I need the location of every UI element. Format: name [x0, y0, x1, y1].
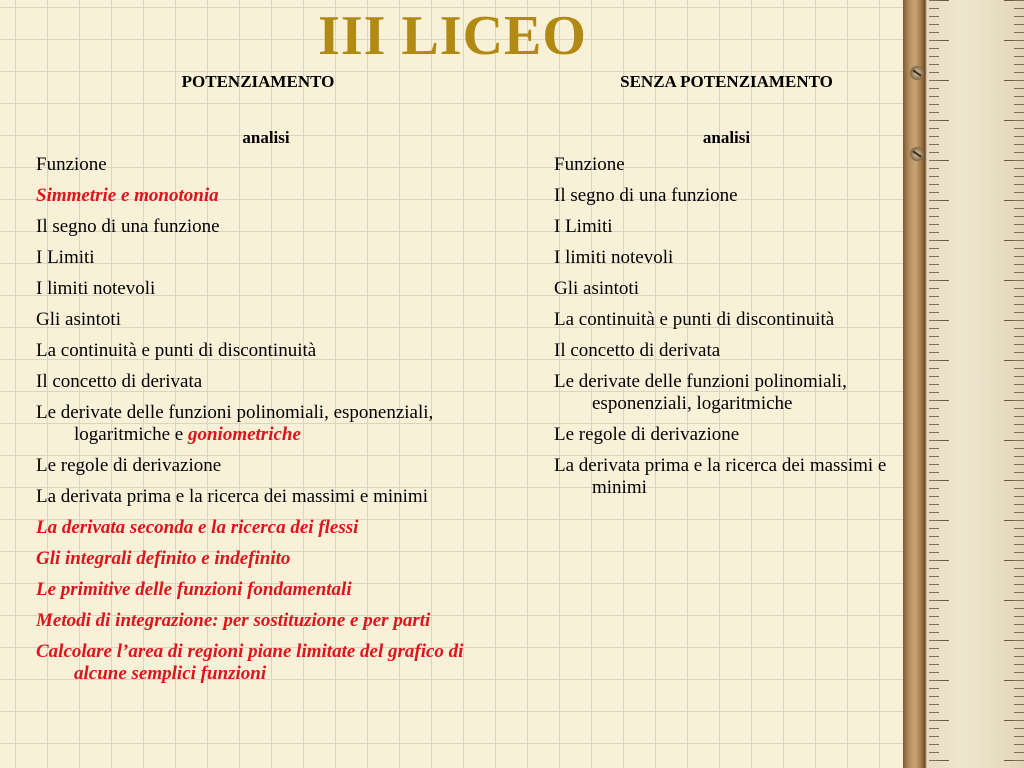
column-heading: POTENZIAMENTO	[181, 72, 335, 91]
list-item	[36, 185, 496, 207]
list-item	[36, 486, 496, 508]
list-item	[554, 185, 899, 207]
list-item-text: Il segno di una funzione	[554, 185, 738, 206]
topic-list	[36, 154, 496, 685]
list-item-text: Il concetto di derivata	[554, 340, 721, 361]
list-item-text: Calcolare l’area di regioni piane limitate del grafico di alcune semplici funzioni	[36, 641, 464, 684]
list-item	[554, 247, 899, 269]
list-item	[36, 154, 496, 176]
list-item-text: La derivata prima e la ricerca dei massimi e minimi	[36, 486, 428, 507]
list-item	[554, 278, 899, 300]
list-item-text: Le primitive delle funzioni fondamentali	[36, 579, 352, 600]
list-item-text: I limiti notevoli	[554, 247, 674, 268]
list-item-text: La continuità e punti di discontinuità	[554, 309, 835, 330]
list-item	[554, 340, 899, 362]
list-item	[36, 455, 496, 477]
list-item-text: Gli asintoti	[554, 278, 639, 299]
topic-list	[554, 154, 899, 499]
list-item	[554, 455, 899, 499]
list-item-text: Le regole di derivazione	[36, 455, 222, 476]
list-item-text: La derivata prima e la ricerca dei massimi e minimi	[554, 455, 887, 498]
column-heading: SENZA POTENZIAMENTO	[620, 72, 833, 91]
list-item-text: La continuità e punti di discontinuità	[36, 340, 317, 361]
list-item-text: Le derivate delle funzioni polinomiali, esponenziali, logaritmiche e	[36, 402, 434, 445]
list-item	[36, 579, 496, 601]
list-item-text: Metodi di integrazione: per sostituzione e per parti	[36, 610, 431, 631]
column-subheading: analisi	[242, 128, 290, 147]
list-item	[36, 278, 496, 300]
list-item-text: I Limiti	[36, 247, 95, 268]
list-item-text: I Limiti	[554, 216, 613, 237]
column-senza-potenziamento	[554, 72, 899, 508]
list-item	[554, 216, 899, 238]
list-item	[554, 371, 899, 415]
list-item	[36, 610, 496, 632]
list-item	[36, 548, 496, 570]
list-item-text: Gli integrali definito e indefinito	[36, 548, 291, 569]
slide-title: III LICEO	[318, 5, 587, 67]
list-item	[36, 402, 496, 446]
list-item-text: Gli asintoti	[36, 309, 121, 330]
rivet-icon	[910, 147, 924, 161]
list-item	[554, 424, 899, 446]
list-item	[36, 371, 496, 393]
list-item-text: Il segno di una funzione	[36, 216, 220, 237]
list-item	[36, 247, 496, 269]
list-item	[36, 309, 496, 331]
list-item-text: Il concetto di derivata	[36, 371, 203, 392]
column-subheading: analisi	[702, 128, 751, 147]
list-item-text: Le regole di derivazione	[554, 424, 740, 445]
rivet-icon	[910, 66, 924, 80]
list-item-text: Simmetrie e monotonia	[36, 185, 219, 206]
list-item	[36, 641, 496, 685]
ruler-scale-right	[1002, 0, 1024, 768]
list-item	[554, 309, 899, 331]
list-item-text: Le derivate delle funzioni polinomiali, esponenziali, logaritmiche	[554, 371, 847, 414]
list-item-text: La derivata seconda e la ricerca dei flessi	[36, 517, 359, 538]
ruler-decoration	[903, 0, 1024, 768]
list-item-text: Funzione	[36, 154, 107, 175]
list-item-text: Funzione	[554, 154, 625, 175]
list-item	[36, 216, 496, 238]
list-item-text: I limiti notevoli	[36, 278, 156, 299]
list-item	[36, 517, 496, 539]
column-potenziamento	[36, 72, 496, 694]
list-item-highlight: goniometriche	[187, 424, 301, 445]
list-item	[36, 340, 496, 362]
list-item	[554, 154, 899, 176]
